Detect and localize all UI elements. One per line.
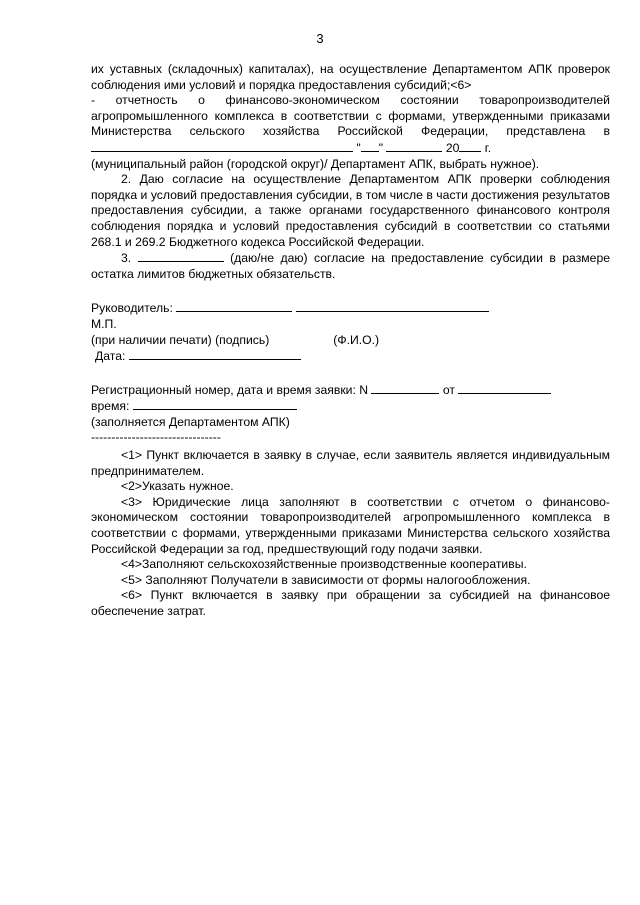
quote-close: " [378, 140, 384, 155]
stamp-label: М.П. [91, 316, 117, 331]
footnote-6: <6> Пункт включается в заявку при обращении за субсидией на финансовое обеспечение затрат. [91, 588, 610, 618]
registration-label: Регистрационный номер, дата и время заявки: N [91, 382, 369, 397]
name-blank [296, 300, 489, 312]
paragraph-continuation: их уставных (складочных) капиталах), на осуществление Департаментом АПК проверок соблюдения ими условий и порядка предоставления субсидий;<6> [91, 62, 610, 92]
time-blank [133, 398, 297, 410]
date-line [91, 348, 610, 365]
date-blank [129, 348, 301, 360]
consent-text: (даю/не даю) согласие на предоставление субсидии в размере остатка лимитов бюджетных обязательств. [91, 251, 611, 281]
year-suffix: г. [484, 140, 492, 155]
signature-blank [176, 300, 292, 312]
registration-from: от [442, 382, 455, 397]
fio-label: (Ф.И.О.) [333, 332, 380, 347]
head-label: Руководитель: [91, 301, 173, 316]
registration-line [91, 382, 610, 399]
head-signature-line [91, 300, 610, 317]
year-prefix: 20 [445, 140, 460, 155]
footnote-4: <4>Заполняют сельскохозяйственные производственные кооперативы. [121, 557, 527, 572]
consent-blank [138, 250, 224, 262]
recipient-blank [91, 140, 353, 152]
reporting-choice-note: (муниципальный район (городской округ)/ Департамент АПК, выбрать нужное). [91, 156, 540, 171]
quote-open: " [356, 140, 361, 155]
footnote-separator: -------------------------------- [91, 430, 221, 445]
year-blank [459, 140, 481, 152]
seal-note: (при наличии печати) (подпись) [91, 332, 270, 347]
footnote-5: <5> Заполняют Получатели в зависимости от формы налогообложения. [121, 572, 531, 587]
day-blank [361, 140, 379, 152]
registration-number-blank [371, 382, 439, 394]
paragraph-consent-checks: 2. Даю согласие на осуществление Департаментом АПК проверки соблюдения порядка и условий предоставления субсидии, в том числе в части достижения результатов предоставления субсидии, а также органами государственного финансового контроля соблюдения порядка и условий предоставления субсидий в соответствии со статьями 268.1 и 269.2 Бюджетного кодекса Российской Федерации. [91, 172, 610, 249]
time-label: время: [91, 399, 130, 414]
footnote-3: <3> Юридические лица заполняют в соответствии с отчетом о финансово-экономическом состоянии товаропроизводителей агропромышленного комплекса в соответствии с формами, утвержденными приказами Министерства сельского хозяйства Российской Федерации за год, предшествующий году подачи заявки. [91, 494, 610, 556]
time-line [91, 398, 610, 415]
paragraph-reporting [91, 93, 610, 156]
registration-date-blank [458, 382, 551, 394]
reporting-text: - отчетность о финансово-экономическом состоянии товаропроизводителей агропромышленного комплекса в соответствии с формами, утвержденными приказами Министерства сельского хозяйства Российской Федерации, представлена в [91, 93, 610, 139]
paragraph-consent-subsidy [91, 250, 610, 282]
date-label: Дата: [95, 349, 126, 364]
footnote-2: <2>Указать нужное. [121, 479, 234, 494]
signature-captions [91, 333, 610, 349]
footnote-1: <1> Пункт включается в заявку в случае, если заявитель является индивидуальным предпринимателем. [91, 448, 610, 478]
month-blank [386, 140, 442, 152]
document-body [91, 62, 610, 620]
item-number: 3. [121, 251, 132, 266]
page-number: 3 [316, 31, 324, 46]
registration-note: (заполняется Департаментом АПК) [91, 414, 290, 429]
